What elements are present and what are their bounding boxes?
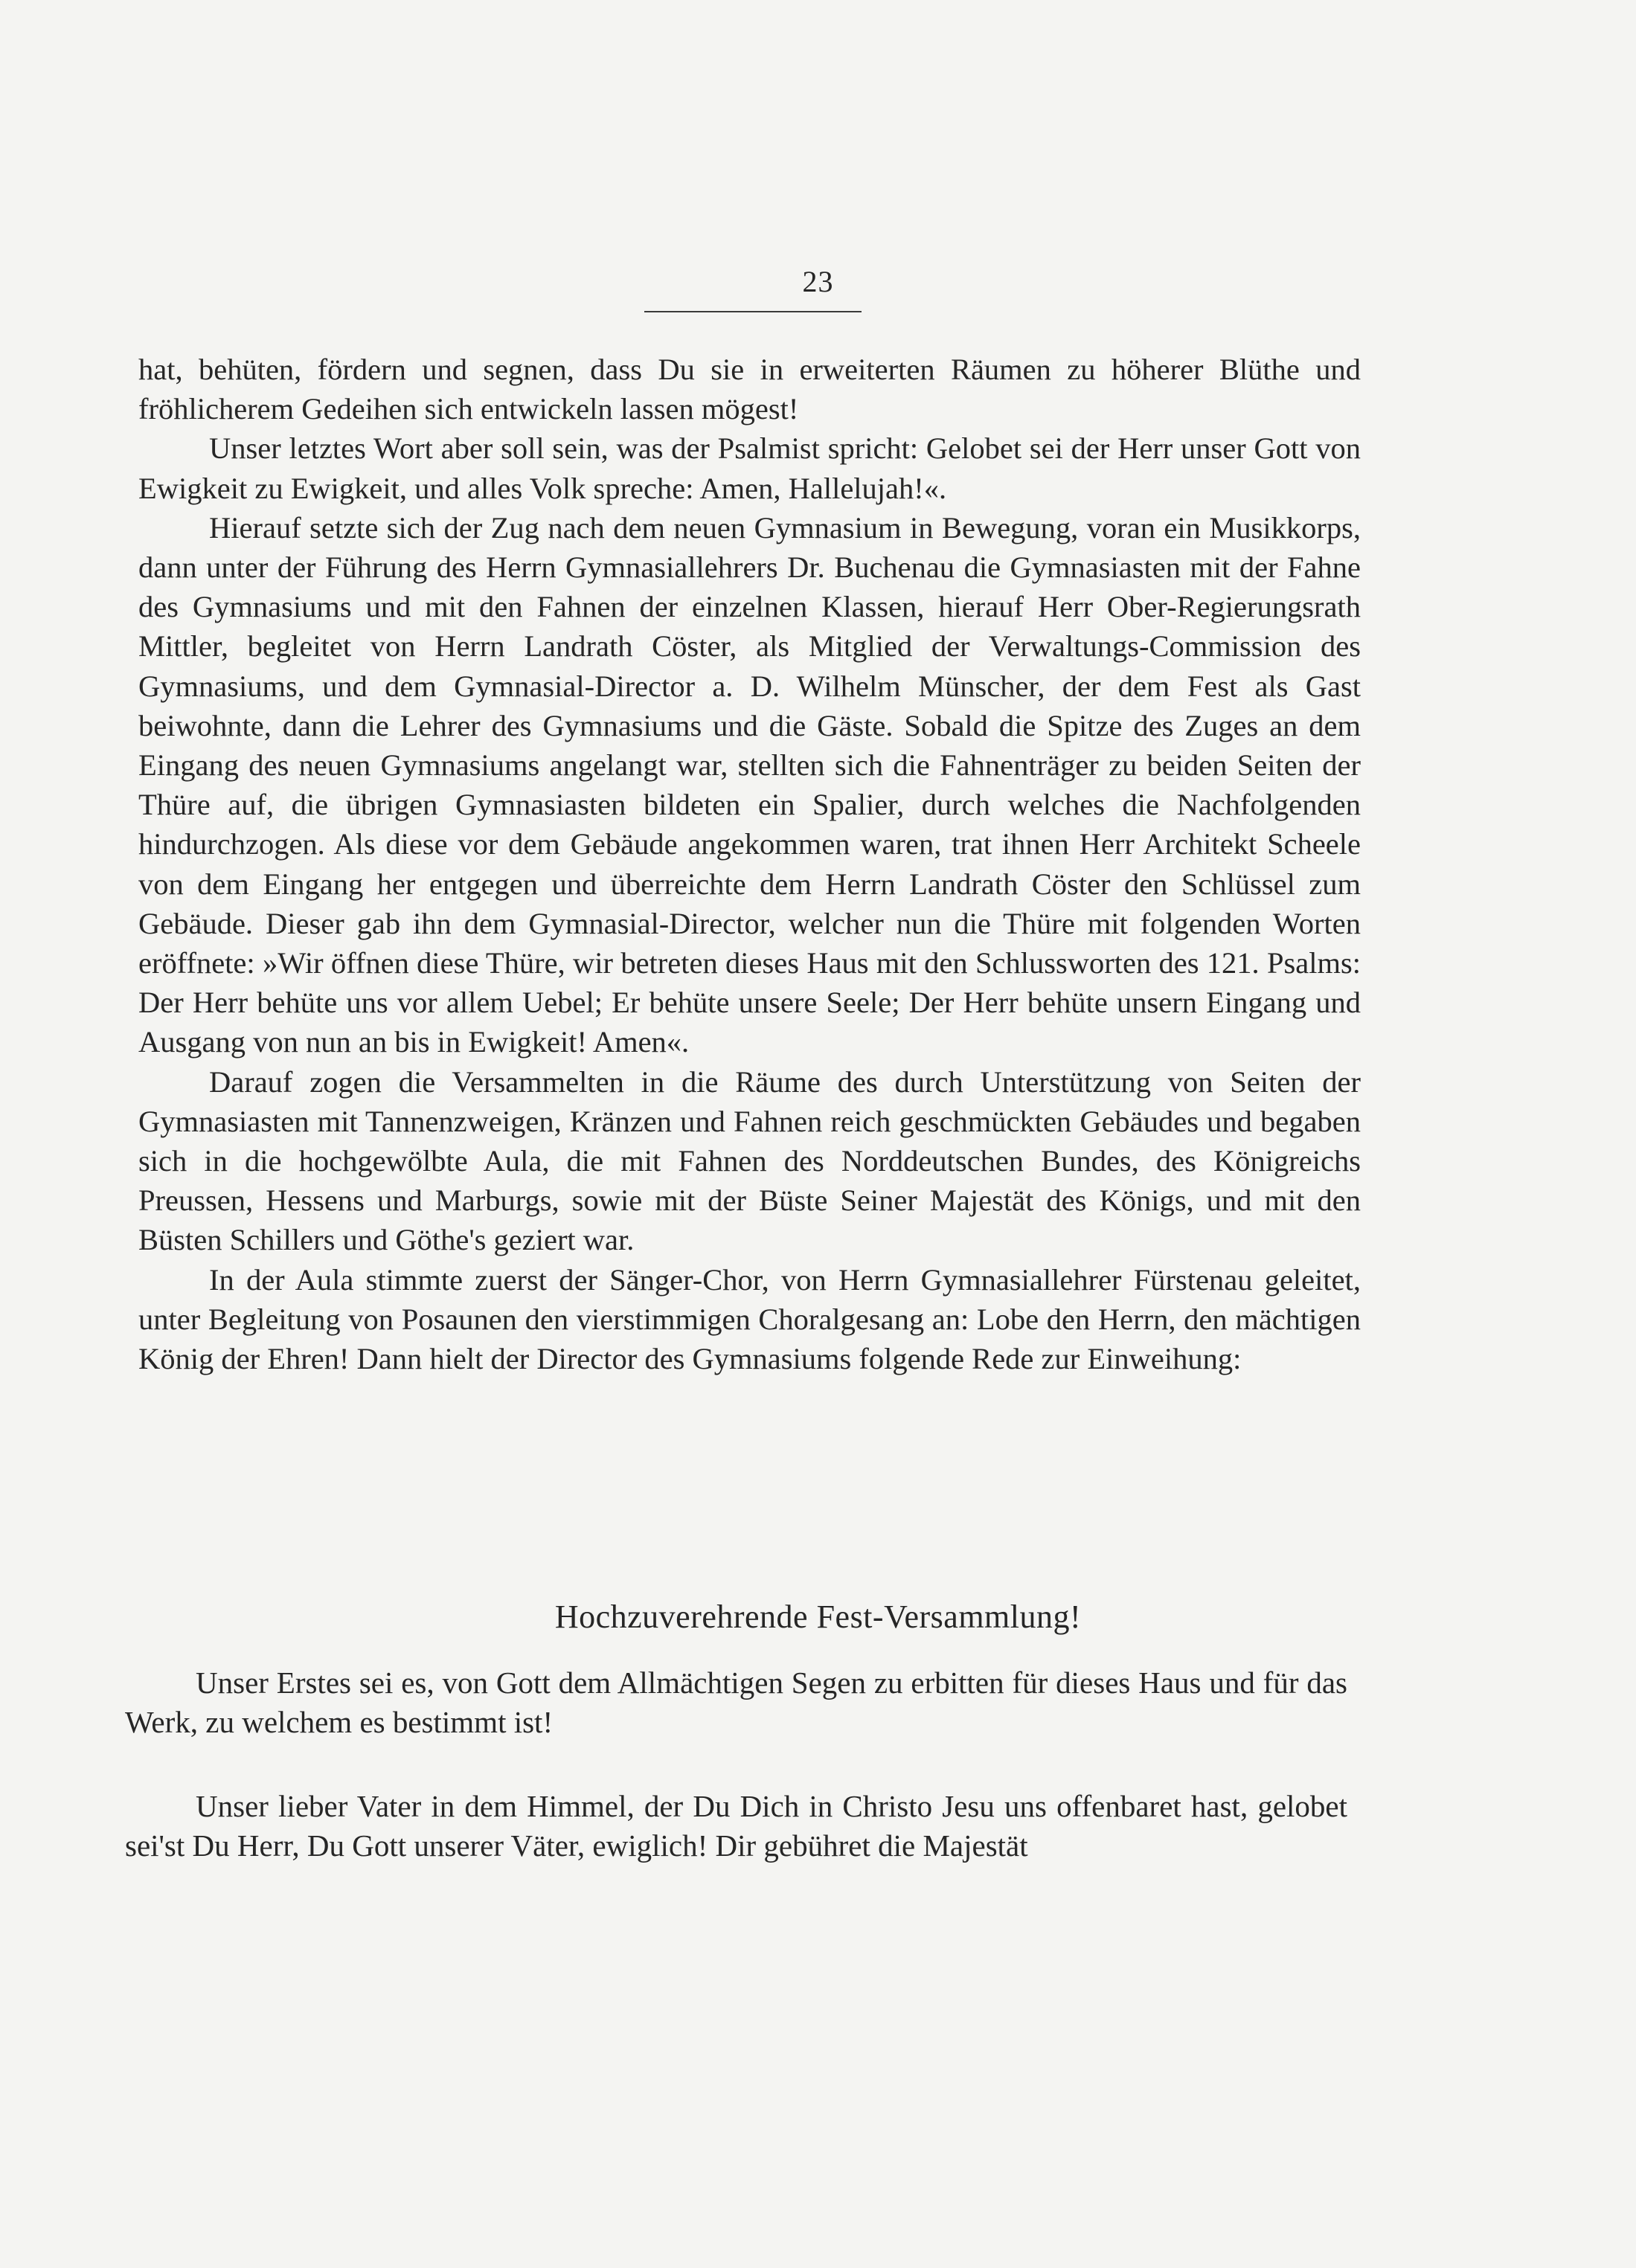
header-rule bbox=[644, 311, 862, 312]
body-text bbox=[138, 350, 1361, 1378]
paragraph-psalmist: Unser letztes Wort aber soll sein, was der Psalmist spricht: Gelobet sei der Herr unser Gott von Ewigkeit zu Ewigkeit, und alles Volk spreche: Amen, Hallelujah!«. bbox=[138, 431, 1361, 505]
paragraph-continuation: hat, behüten, fördern und segnen, dass Du sie in erweiterten Räumen zu höherer Blüthe und fröhlicherem Gedeihen sich entwickeln lassen mögest! bbox=[138, 353, 1361, 426]
speech-text bbox=[125, 1663, 1347, 1866]
speech-paragraph-blessing: Unser Erstes sei es, von Gott dem Allmächtigen Segen zu erbitten für dieses Haus und für das Werk, zu welchem es bestimmt ist! bbox=[125, 1665, 1347, 1739]
paragraph-procession: Hierauf setzte sich der Zug nach dem neuen Gymnasium in Bewegung, voran ein Musikkorps, dann unter der Führung des Herrn Gymnasiallehrers Dr. Buchenau die Gymnasiasten mit der Fahne des Gymnasiums und mit den Fahnen der einzelnen Klassen, hierauf Herr Ober-Regierungsrath Mittler, begleitet von Herrn Landrath Cöster, als Mitglied der Verwaltungs-Commission des Gymnasiums, und dem Gymnasial-Director a. D. Wilhelm Münscher, der dem Fest als Gast beiwohnte, dann die Lehrer des Gymnasiums und die Gäste. Sobald die Spitze des Zuges an dem Eingang des neuen Gymnasiums angelangt war, stellten sich die Fahnenträger zu beiden Seiten der Thüre auf, die übrigen Gymnasiasten bildeten ein Spalier, durch welches die Nachfolgenden hindurchzogen. Als diese vor dem Gebäude angekommen waren, trat ihnen Herr Architekt Scheele von dem Eingang her entgegen und überreichte dem Herrn Landrath Cöster den Schlüssel zum Gebäude. Dieser gab ihn dem Gymnasial-Director, welcher nun die Thüre mit folgenden Worten eröffnete: »Wir öffnen diese Thüre, wir betreten dieses Haus mit den Schlussworten des 121. Psalms: Der Herr behüte uns vor allem Uebel; Er behüte unsere Seele; Der Herr behüte unsern Eingang und Ausgang von nun an bis in Ewigkeit! Amen«. bbox=[138, 510, 1361, 1059]
paragraph-choir: In der Aula stimmte zuerst der Sänger-Chor, von Herrn Gymnasiallehrer Fürstenau geleitet, unter Begleitung von Posaunen den vierstimmigen Choralgesang an: Lobe den Herrn, den mächtigen König der Ehren! Dann hielt der Director des Gymnasiums folgende Rede zur Einweihung: bbox=[138, 1262, 1361, 1376]
speech-paragraph-prayer: Unser lieber Vater in dem Himmel, der Du Dich in Christo Jesu uns offenbaret hast, gelobet sei'st Du Herr, Du Gott unserer Väter, ewiglich! Dir gebühret die Majestät bbox=[125, 1789, 1347, 1863]
page-number: 23 bbox=[802, 265, 834, 298]
speech-heading: Hochzuverehrende Fest-Versammlung! bbox=[554, 1599, 1082, 1635]
paragraph-aula: Darauf zogen die Versammelten in die Räume des durch Unterstützung von Seiten der Gymnasiasten mit Tannenzweigen, Kränzen und Fahnen reich geschmückten Gebäudes und begaben sich in die hochgewölbte Aula, die mit Fahnen des Norddeutschen Bundes, des Königreichs Preussen, Hessens und Marburgs, sowie mit der Büste Seiner Majestät des Königs, und mit den Büsten Schillers und Göthe's geziert war. bbox=[138, 1064, 1361, 1257]
